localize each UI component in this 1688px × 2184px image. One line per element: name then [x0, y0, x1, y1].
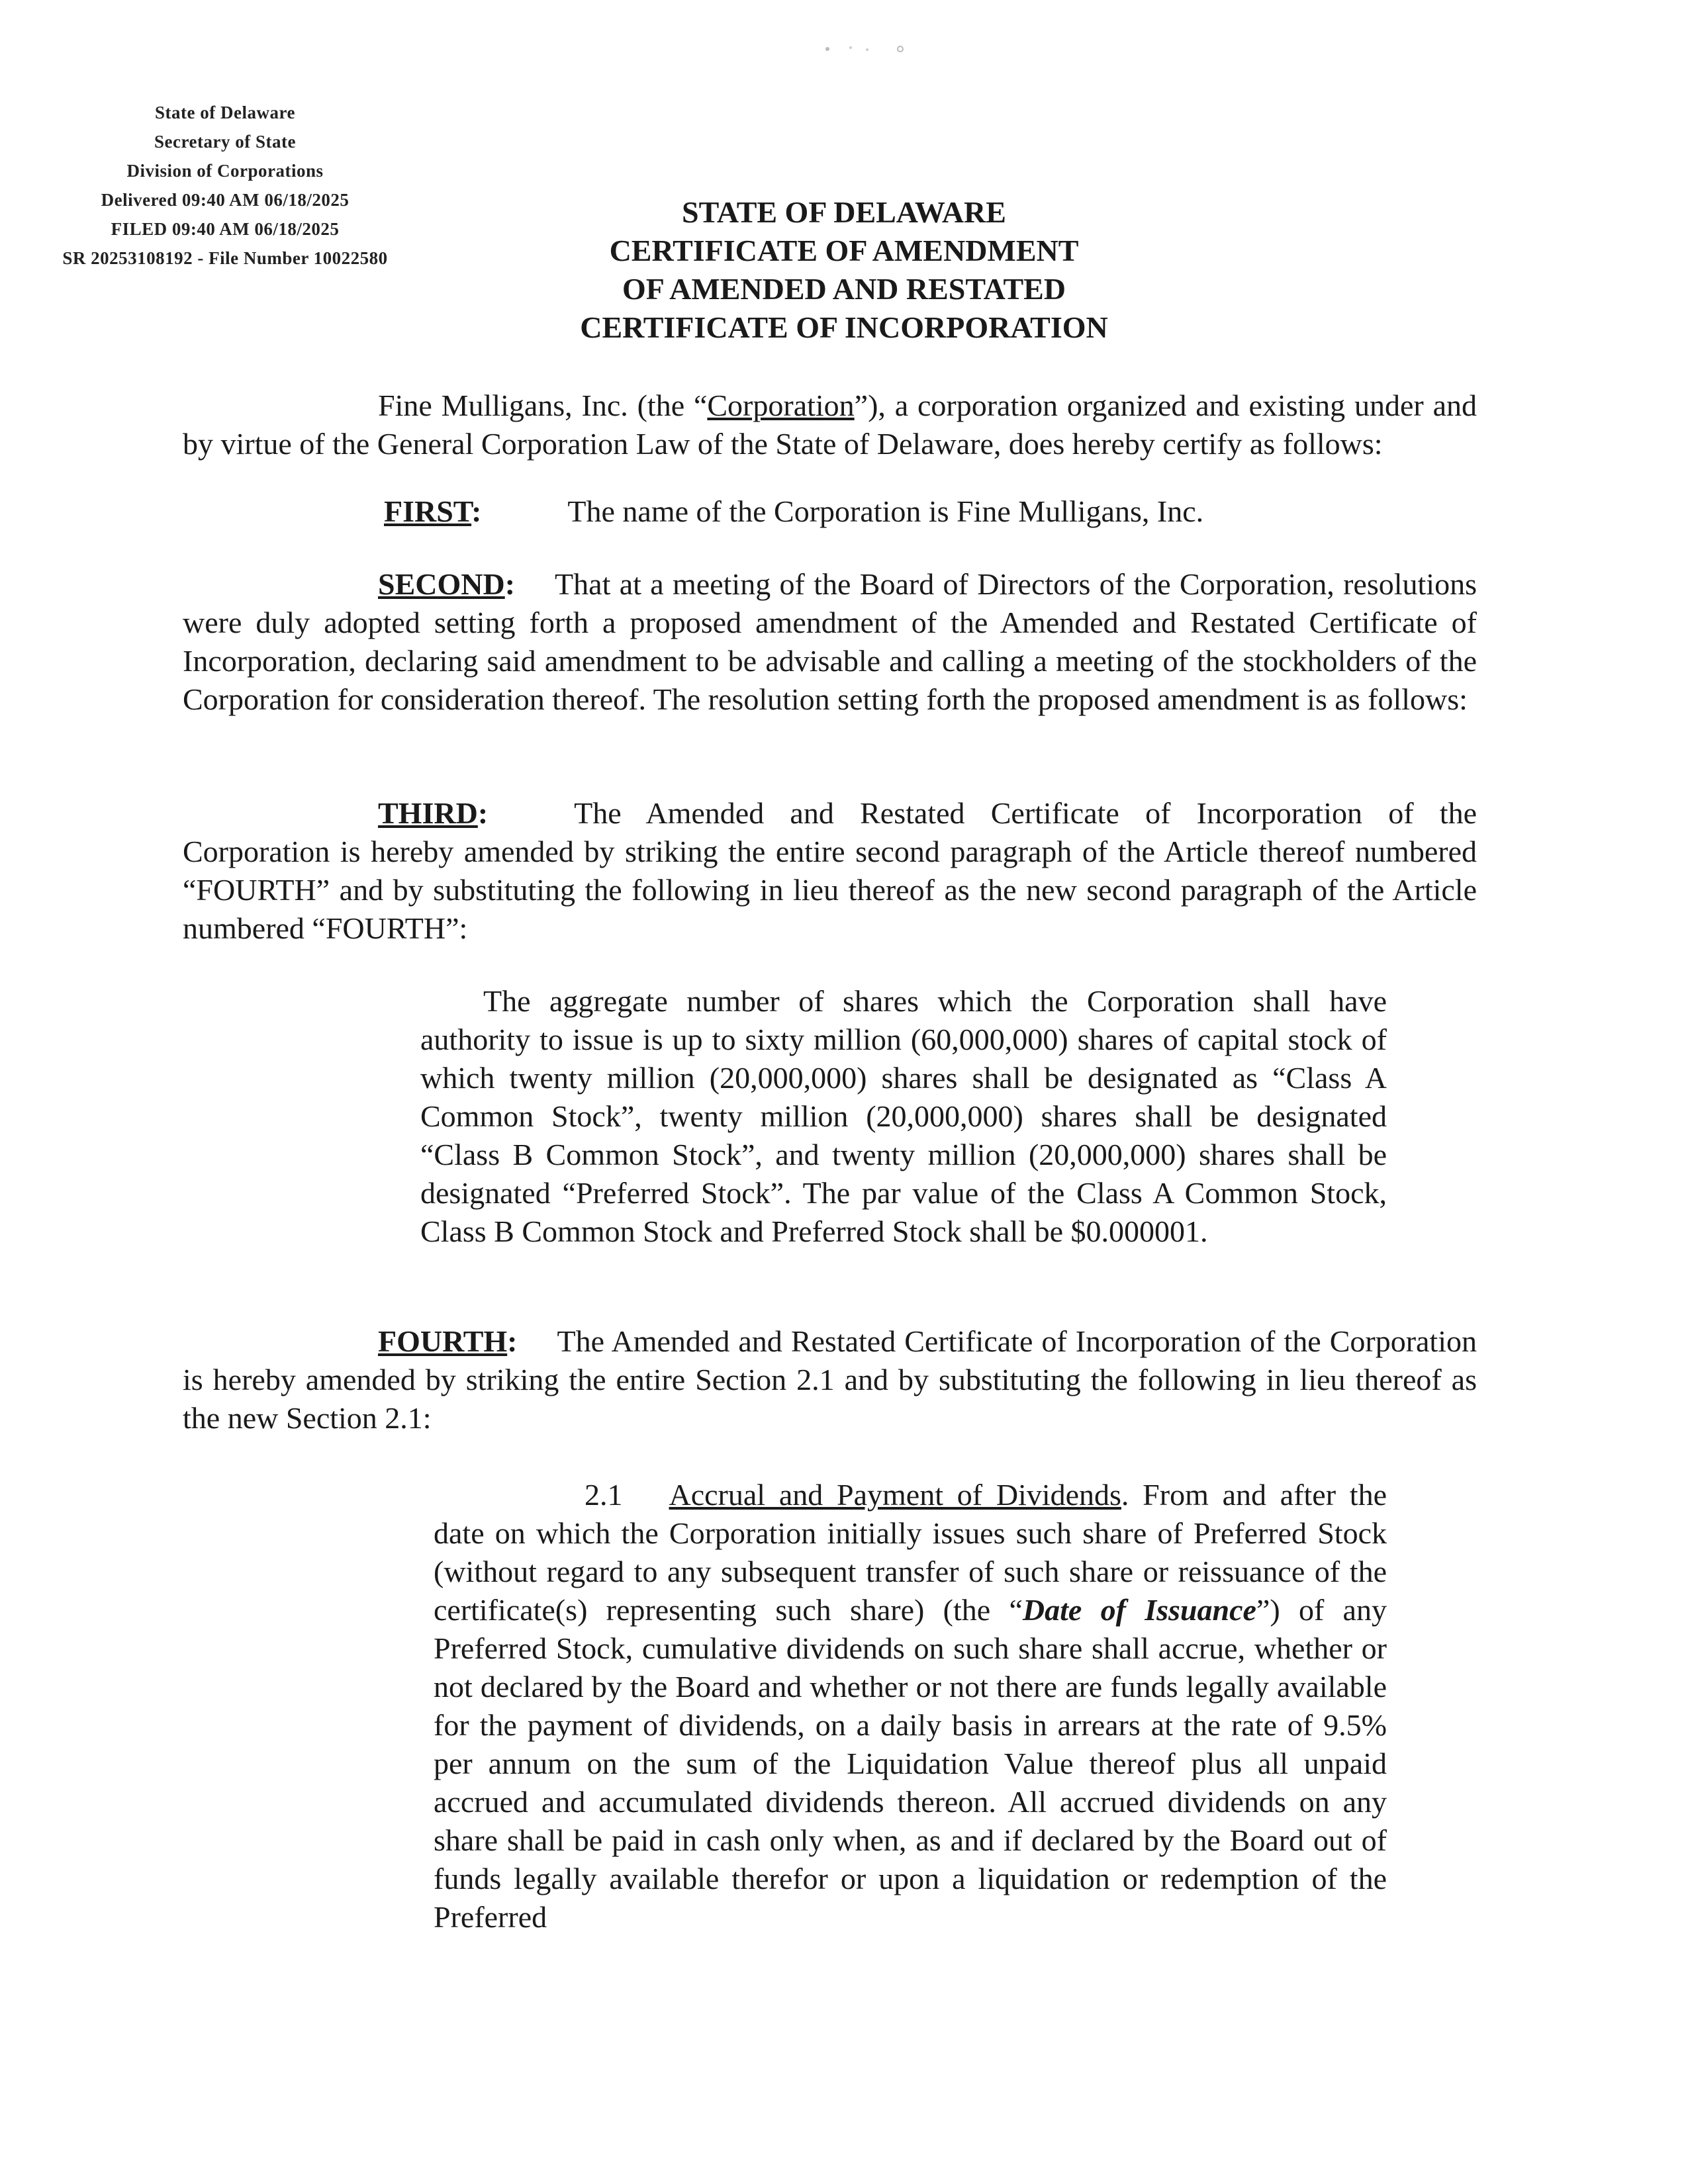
third-quoted-paragraph: The aggregate number of shares which the Corporation shall have authority to issue is up to sixty million (60,000,000) shares of capital stock of which twenty million (20,000,000) shares shall be designated as “Class A Common Stock”, twenty million (20,000,000) shares shall be designated “Class B Common Stock”, and twenty million (20,000,000) shares shall be designated “Preferred Stock”. The par value of the Class A Common Stock, Class B Common Stock and Preferred Stock shall be $0.000001.	[420, 984, 1387, 1248]
stamp-line: Secretary of State	[154, 132, 296, 152]
document-title	[463, 193, 1225, 347]
article-label: SECOND	[378, 567, 505, 601]
section-number: 2.1	[585, 1478, 623, 1512]
article-third: THIRD: The Amended and Restated Certificate of Incorporation of the Corporation is hereby amended by striking the entire second paragraph of the Article thereof numbered “FOURTH” and by substituting the following in lieu thereof as the new second paragraph of the Article numbered “FOURTH”:	[183, 796, 1477, 945]
stamp-line: State of Delaware	[155, 103, 295, 122]
stamp-line: SR 20253108192 - File Number 10022580	[62, 248, 388, 268]
article-label: THIRD	[378, 796, 478, 830]
article-first: FIRST: The name of the Corporation is Fine Mulligans, Inc.	[384, 494, 1204, 528]
article-text: The Amended and Restated Certificate of Incorporation of the Corporation is hereby amended by striking the entire Section 2.1 and by substituting the following in lieu thereof as the new Section 2.1:	[183, 1324, 1477, 1435]
article-label: FOURTH	[378, 1324, 508, 1358]
stamp-line: Delivered 09:40 AM 06/18/2025	[101, 190, 350, 210]
title-line: CERTIFICATE OF INCORPORATION	[580, 310, 1108, 344]
article-second: SECOND: That at a meeting of the Board of Directors of the Corporation, resolutions were duly adopted setting forth a proposed amendment of the Amended and Restated Certificate of Incorporation, declaring said amendment to be advisable and calling a meeting of the stockholders of the Corporation for consideration thereof. The resolution setting forth the proposed amendment is as follows:	[183, 567, 1477, 716]
scan-mark	[821, 41, 920, 54]
defined-term-corporation: Corporation	[707, 388, 855, 422]
title-line: OF AMENDED AND RESTATED	[622, 272, 1066, 306]
article-label: FIRST	[384, 494, 472, 528]
article-text: The name of the Corporation is Fine Mulligans, Inc.	[567, 494, 1204, 528]
article-text: The Amended and Restated Certificate of Incorporation of the Corporation is hereby amended by striking the entire second paragraph of the Article thereof numbered “FOURTH” and by substituting the following in lieu thereof as the new second paragraph of the Article numbered “FOURTH”:	[183, 796, 1477, 945]
section-2-1: 2.1 Accrual and Payment of Dividends. From and after the date on which the Corporation initially issues such share of Preferred Stock (without regard to any subsequent transfer of such share or reissuance of the certificate(s) representing such share) (the “Date of Issuance”) of any Preferred Stock, cumulative dividends on such share shall accrue, whether or not declared by the Board and whether or not there are funds legally available for the payment of dividends, on a daily basis in arrears at the rate of 9.5% per annum on the sum of the Liquidation Value thereof plus all unpaid accrued and accumulated dividends thereon. All accrued dividends on any share shall be paid in cash only when, as and if declared by the Board out of funds legally available therefor or upon a liquidation or redemption of the Preferred	[434, 1478, 1387, 1934]
title-line: CERTIFICATE OF AMENDMENT	[609, 234, 1079, 267]
section-heading: Accrual and Payment of Dividends	[669, 1478, 1121, 1512]
article-text: That at a meeting of the Board of Directors of the Corporation, resolutions were duly adopted setting forth a proposed amendment of the Amended and Restated Certificate of Incorporation, declaring said amendment to be advisable and calling a meeting of the stockholders of the Corporation for consideration thereof. The resolution setting forth the proposed amendment is as follows:	[183, 567, 1477, 716]
stamp-line: FILED 09:40 AM 06/18/2025	[111, 219, 340, 239]
defined-term-date-of-issuance: Date of Issuance	[1022, 1593, 1256, 1627]
article-fourth: FOURTH: The Amended and Restated Certificate of Incorporation of the Corporation is hereby amended by striking the entire Section 2.1 and by substituting the following in lieu thereof as the new Section 2.1:	[183, 1324, 1477, 1435]
intro-paragraph: Fine Mulligans, Inc. (the “Corporation”), a corporation organized and existing under and by virtue of the General Corporation Law of the State of Delaware, does hereby certify as follows:	[183, 388, 1477, 461]
title-line: STATE OF DELAWARE	[682, 195, 1006, 229]
filing-stamp	[40, 98, 410, 273]
stamp-line: Division of Corporations	[126, 161, 324, 181]
